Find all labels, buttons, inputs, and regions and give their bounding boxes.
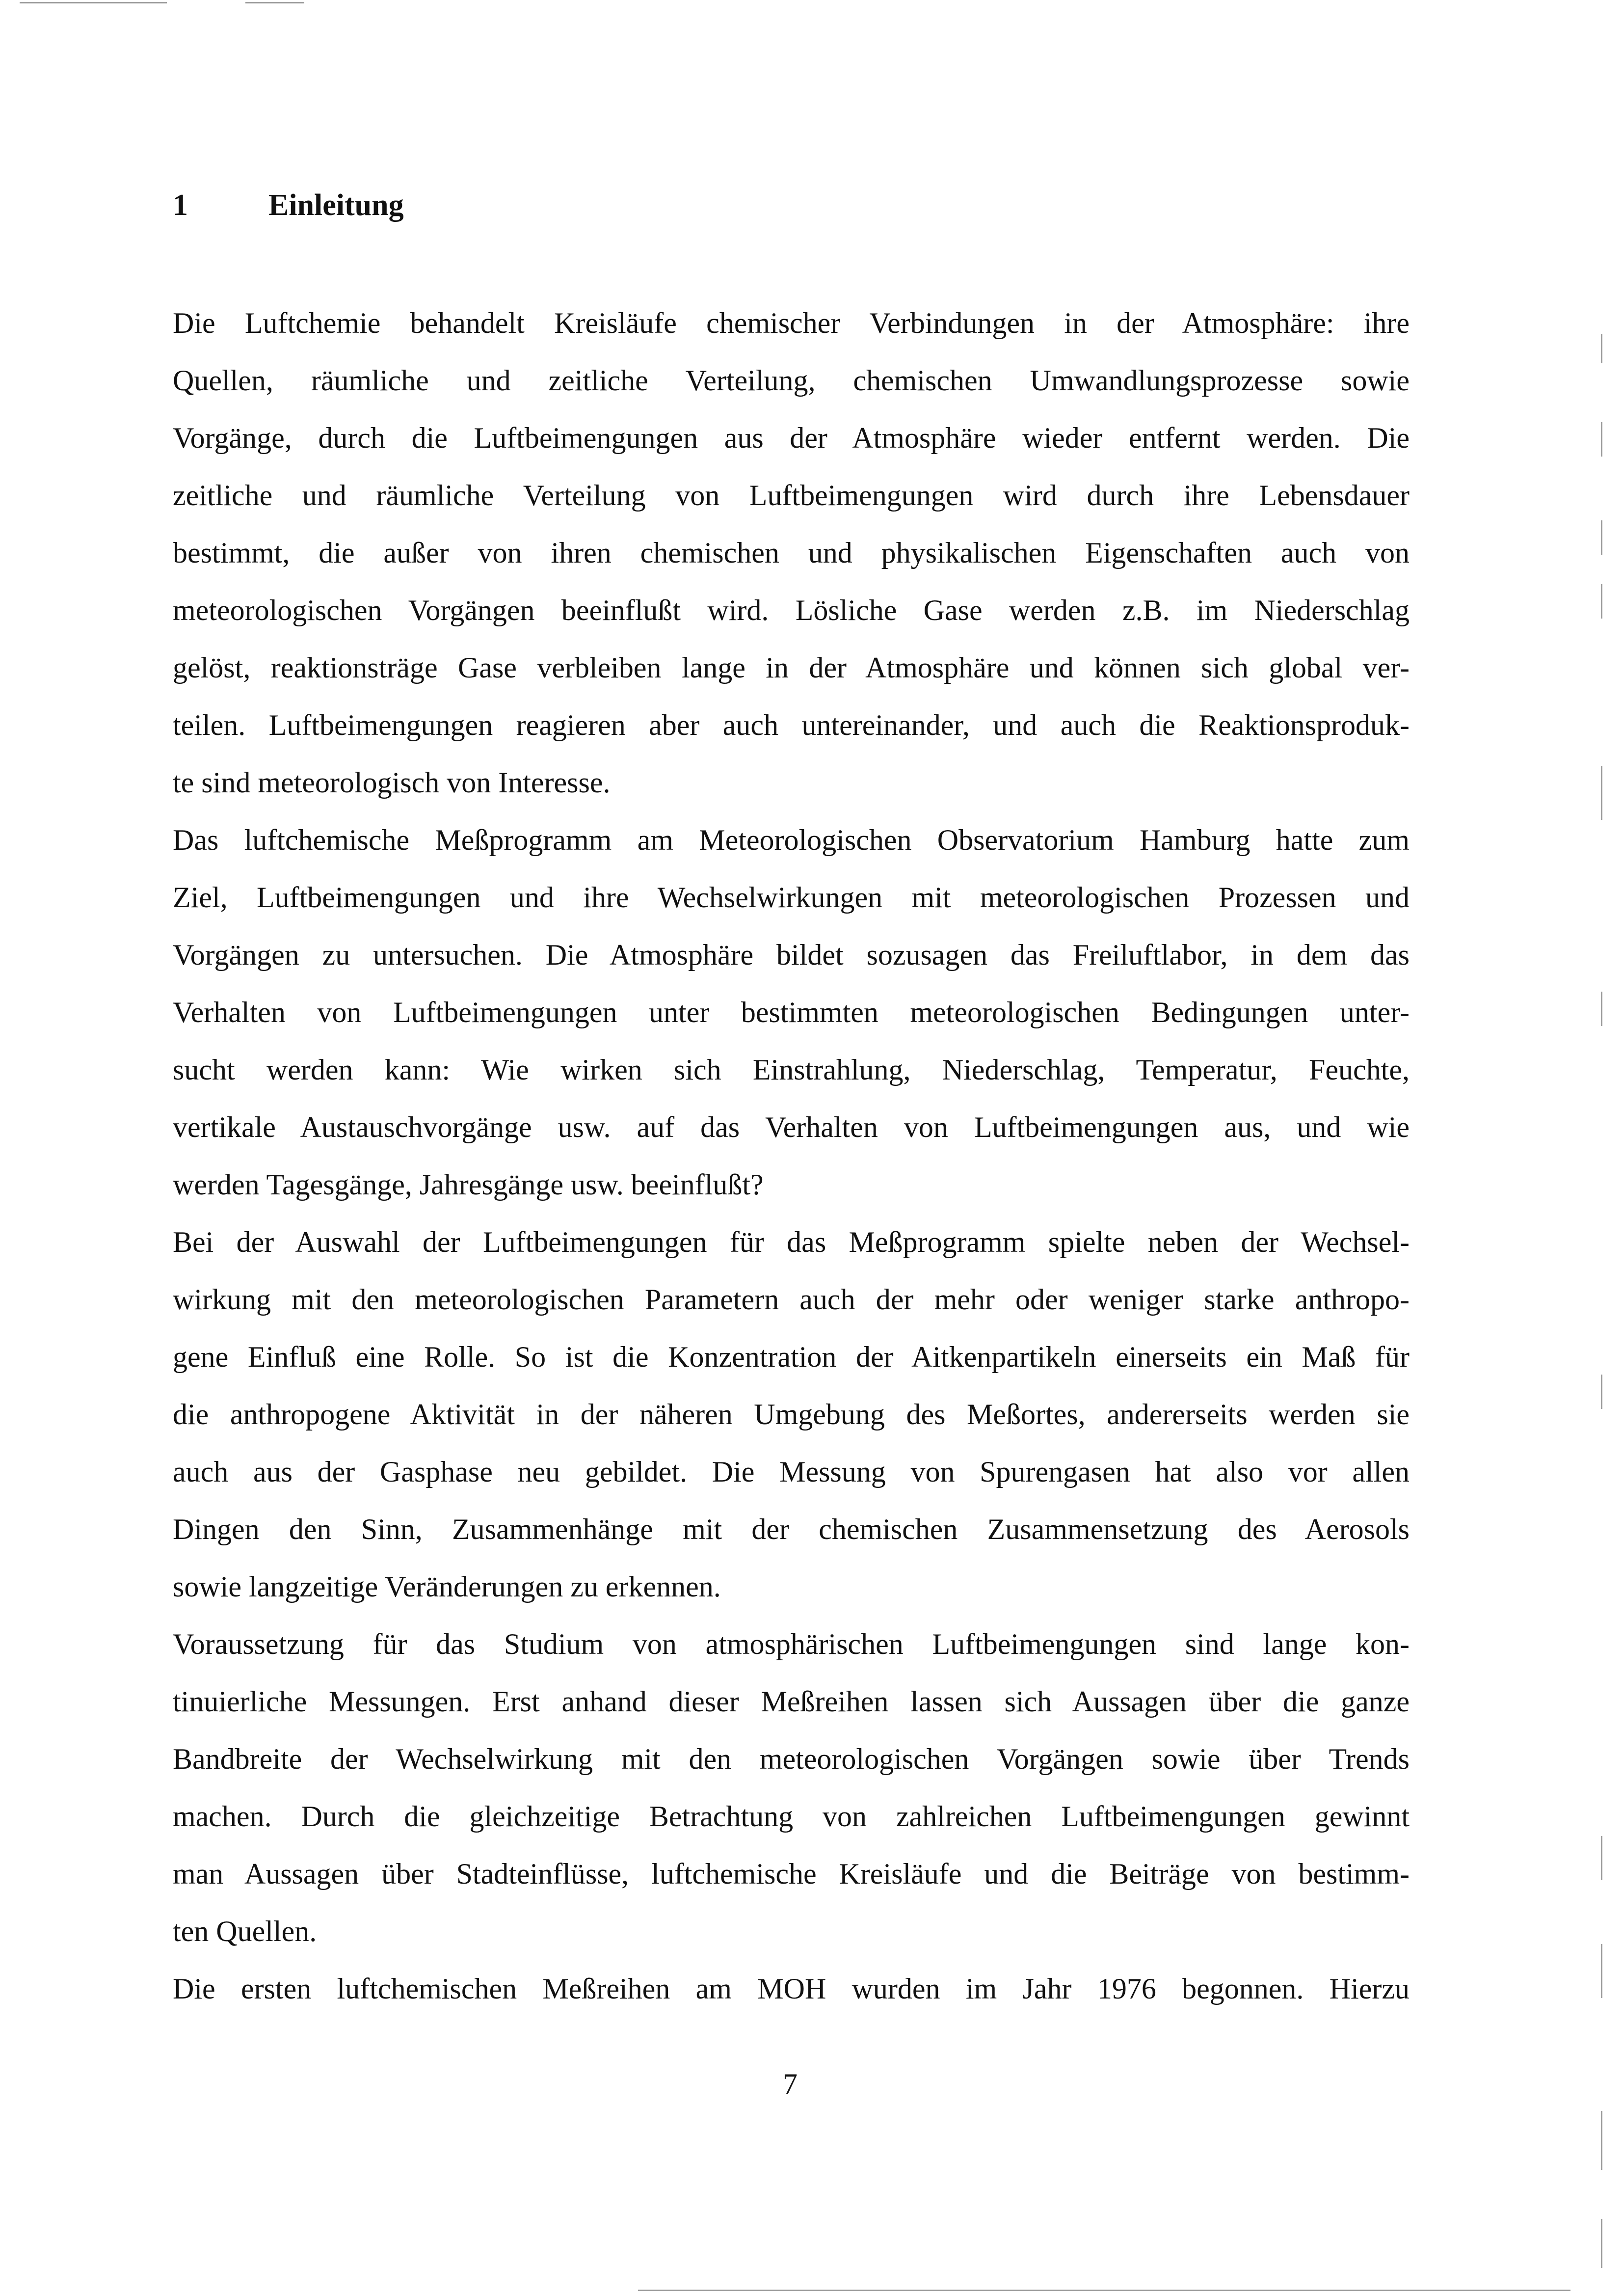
text-line: Die Luftchemie behandelt Kreisläufe chemischer Verbindungen in der Atmosphäre: ihre xyxy=(173,307,1410,339)
text-line: gene Einfluß eine Rolle. So ist die Konzentration der Aitkenpartikeln einerseits ein Maß für xyxy=(173,1341,1410,1373)
scan-artifact-bottom xyxy=(638,2290,1570,2291)
scan-artifact-right-11 xyxy=(1601,2219,1602,2268)
scan-artifact-right-5 xyxy=(1601,766,1602,820)
text-line: sucht werden kann: Wie wirken sich Einstrahlung, Niederschlag, Temperatur, Feuchte, xyxy=(173,1053,1410,1086)
scan-artifact-top-2 xyxy=(245,2,304,3)
text-line: teilen. Luftbeimengungen reagieren aber auch untereinander, und auch die Reaktionsproduk- xyxy=(173,709,1410,741)
scan-artifact-right-1 xyxy=(1601,334,1602,363)
scan-artifact-right-10 xyxy=(1601,2111,1602,2170)
section-number: 1 xyxy=(173,189,188,222)
scan-artifact-right-4 xyxy=(1601,584,1602,619)
text-line: Vorgänge, durch die Luftbeimengungen aus der Atmosphäre wieder entfernt werden. Die xyxy=(173,422,1410,454)
text-line: Quellen, räumliche und zeitliche Verteilung, chemischen Umwandlungsprozesse sowie xyxy=(173,364,1410,397)
text-line: Vorgängen zu untersuchen. Die Atmosphäre bildet sozusagen das Freiluftlabor, in dem das xyxy=(173,939,1410,971)
text-line: Verhalten von Luftbeimengungen unter bestimmten meteorologischen Bedingungen unter- xyxy=(173,996,1410,1028)
text-line: die anthropogene Aktivität in der näheren Umgebung des Meßortes, andererseits werden sie xyxy=(173,1398,1410,1431)
text-line: zeitliche und räumliche Verteilung von Luftbeimengungen wird durch ihre Lebensdauer xyxy=(173,479,1410,512)
scan-artifact-right-7 xyxy=(1601,1375,1602,1409)
text-line: auch aus der Gasphase neu gebildet. Die Messung von Spurengasen hat also vor allen xyxy=(173,1456,1410,1488)
text-line: Bandbreite der Wechselwirkung mit den meteorologischen Vorgängen sowie über Trends xyxy=(173,1743,1410,1775)
text-line: machen. Durch die gleichzeitige Betrachtung von zahlreichen Luftbeimengungen gewinnt xyxy=(173,1800,1410,1833)
text-line: wirkung mit den meteorologischen Parametern auch der mehr oder weniger starke anthropo- xyxy=(173,1283,1410,1316)
text-line: Bei der Auswahl der Luftbeimengungen für das Meßprogramm spielte neben der Wechsel- xyxy=(173,1226,1410,1258)
page-number: 7 xyxy=(783,2068,798,2100)
text-line: te sind meteorologisch von Interesse. xyxy=(173,766,611,799)
body-text xyxy=(173,295,1410,2018)
text-line: gelöst, reaktionsträge Gase verbleiben lange in der Atmosphäre und können sich global ver- xyxy=(173,651,1410,684)
text-line: tinuierliche Messungen. Erst anhand dieser Meßreihen lassen sich Aussagen über die ganze xyxy=(173,1685,1410,1718)
text-line: vertikale Austauschvorgänge usw. auf das Verhalten von Luftbeimengungen aus, und wie xyxy=(173,1111,1410,1143)
scan-artifact-top xyxy=(20,2,167,3)
text-line: bestimmt, die außer von ihren chemischen und physikalischen Eigenschaften auch von xyxy=(173,537,1410,569)
text-line: Ziel, Luftbeimengungen und ihre Wechselwirkungen mit meteorologischen Prozessen und xyxy=(173,881,1410,914)
text-line: man Aussagen über Stadteinflüsse, luftchemische Kreisläufe und die Beiträge von bestimm- xyxy=(173,1858,1410,1890)
text-line: Dingen den Sinn, Zusammenhänge mit der chemischen Zusammensetzung des Aerosols xyxy=(173,1513,1410,1545)
scan-artifact-right-6 xyxy=(1601,992,1602,1026)
text-line: sowie langzeitige Veränderungen zu erkennen. xyxy=(173,1570,721,1603)
text-line: Voraussetzung für das Studium von atmosphärischen Luftbeimengungen sind lange kon- xyxy=(173,1628,1410,1660)
text-line: meteorologischen Vorgängen beeinflußt wird. Lösliche Gase werden z.B. im Niederschlag xyxy=(173,594,1410,626)
section-title: Einleitung xyxy=(268,189,404,222)
section-heading xyxy=(173,186,404,225)
scan-artifact-right-2 xyxy=(1601,422,1602,457)
text-line: werden Tagesgänge, Jahresgänge usw. beeinflußt? xyxy=(173,1168,764,1201)
scan-artifact-right-3 xyxy=(1601,520,1602,555)
scan-artifact-right-8 xyxy=(1601,1836,1602,1880)
text-line: Die ersten luftchemischen Meßreihen am MOH wurden im Jahr 1976 begonnen. Hierzu xyxy=(173,1972,1410,2005)
scan-artifact-right-9 xyxy=(1601,1944,1602,1998)
text-line: Das luftchemische Meßprogramm am Meteorologischen Observatorium Hamburg hatte zum xyxy=(173,824,1410,856)
text-line: ten Quellen. xyxy=(173,1915,317,1947)
